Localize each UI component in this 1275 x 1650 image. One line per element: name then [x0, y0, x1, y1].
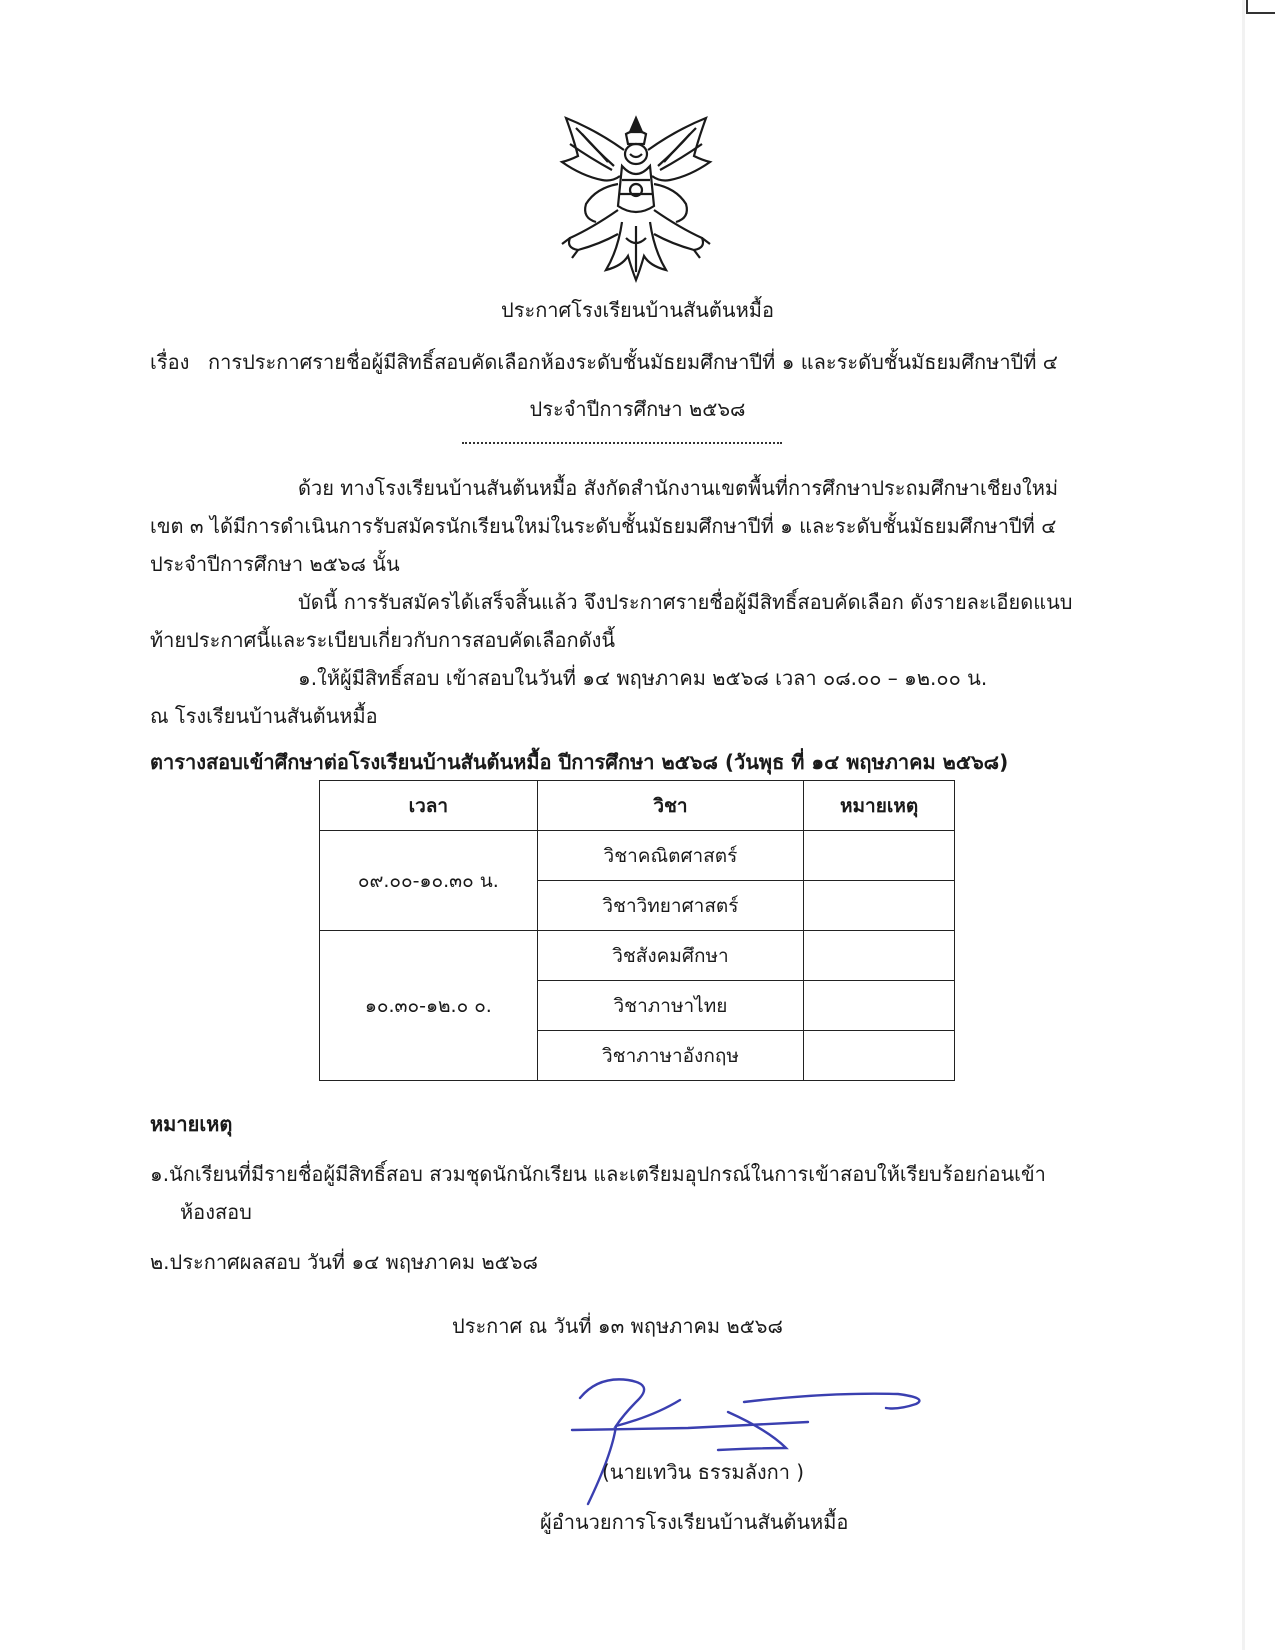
table-row: [320, 831, 955, 881]
header-subject: วิชา: [537, 781, 804, 831]
header-time: เวลา: [320, 781, 538, 831]
subject-cell: วิชาภาษาอังกฤษ: [537, 1031, 804, 1081]
paragraph-3-line-1: ๑.ให้ผู้มีสิทธิ์สอบ เข้าสอบในวันที่ ๑๔ พฤษภาคม ๒๕๖๘ เวลา ๐๘.๐๐ – ๑๒.๐๐ น.: [298, 666, 988, 690]
schedule-caption: ตารางสอบเข้าศึกษาต่อโรงเรียนบ้านสันต้นหมื้อ ปีการศึกษา ๒๕๖๘ (วันพุธ ที่ ๑๔ พฤษภาคม ๒๕๖๘): [150, 750, 1009, 774]
signer-name: (นายเทวิน ธรรมลังกา ): [602, 1460, 805, 1484]
garuda-emblem-icon: [556, 110, 716, 286]
table-header-row: [320, 781, 955, 831]
remark-cell: [804, 931, 955, 981]
note-1-line-2: ห้องสอบ: [180, 1200, 252, 1224]
exam-schedule-table: [319, 780, 955, 1081]
paragraph-1-line-3: ประจำปีการศึกษา ๒๕๖๘ นั้น: [150, 552, 400, 576]
note-1-line-1: ๑.นักเรียนที่มีรายชื่อผู้มีสิทธิ์สอบ สวมชุดนักนักเรียน และเตรียมอุปกรณ์ในการเข้าสอบให้เรียบร้อยก่อนเข้า: [150, 1162, 1046, 1186]
subject-cell: วิชสังคมศึกษา: [537, 931, 804, 981]
remark-cell: [804, 881, 955, 931]
announcement-date: ประกาศ ณ วันที่ ๑๓ พฤษภาคม ๒๕๖๘: [452, 1314, 783, 1338]
paragraph-2-line-2: ท้ายประกาศนี้และระเบียบเกี่ยวกับการสอบคัดเลือกดังนี้: [150, 628, 616, 652]
notes-heading: หมายเหตุ: [150, 1112, 233, 1136]
paragraph-3-line-2: ณ โรงเรียนบ้านสันต้นหมื้อ: [150, 704, 378, 728]
paragraph-1-line-2: เขต ๓ ได้มีการดำเนินการรับสมัครนักเรียนใหม่ในระดับชั้นมัธยมศึกษาปีที่ ๑ และระดับชั้นมัธยมศึกษาปีที่ ๔: [150, 514, 1057, 538]
remark-cell: [804, 981, 955, 1031]
note-2: ๒.ประกาศผลสอบ วันที่ ๑๔ พฤษภาคม ๒๕๖๘: [150, 1250, 538, 1274]
scan-edge: [1242, 0, 1245, 1650]
subject-line-1: การประกาศรายชื่อผู้มีสิทธิ์สอบคัดเลือกห้องระดับชั้นมัธยมศึกษาปีที่ ๑ และระดับชั้นมัธยมศึกษาปีที่ ๔: [208, 350, 1058, 374]
signer-title: ผู้อำนวยการโรงเรียนบ้านสันต้นหมื้อ: [540, 1510, 849, 1534]
table-row: [320, 931, 955, 981]
remark-cell: [804, 1031, 955, 1081]
paragraph-1-line-1: ด้วย ทางโรงเรียนบ้านสันต้นหมื้อ สังกัดสำนักงานเขตพื้นที่การศึกษาประถมศึกษาเชียงใหม่: [298, 476, 1059, 500]
subject-cell: วิชาคณิตศาสตร์: [537, 831, 804, 881]
signature-scribble: [568, 1370, 938, 1510]
time-slot-2: ๑๐.๓๐-๑๒.๐ ๐.: [320, 931, 538, 1081]
subject-cell: วิชาวิทยาศาสตร์: [537, 881, 804, 931]
remark-cell: [804, 831, 955, 881]
subject-cell: วิชาภาษาไทย: [537, 981, 804, 1031]
announcement-title: ประกาศโรงเรียนบ้านสันต้นหมื้อ: [501, 298, 774, 322]
time-slot-1: ๐๙.๐๐-๑๐.๓๐ น.: [320, 831, 538, 931]
scan-corner-mark: [1246, 0, 1275, 14]
subject-line-2: ประจำปีการศึกษา ๒๕๖๘: [529, 397, 746, 421]
header-remark: หมายเหตุ: [804, 781, 955, 831]
dotted-separator: [462, 442, 782, 444]
subject-label: เรื่อง: [150, 350, 190, 374]
paragraph-2-line-1: บัดนี้ การรับสมัครได้เสร็จสิ้นแล้ว จึงประกาศรายชื่อผู้มีสิทธิ์สอบคัดเลือก ดังรายละเอียดแนบ: [298, 590, 1073, 614]
